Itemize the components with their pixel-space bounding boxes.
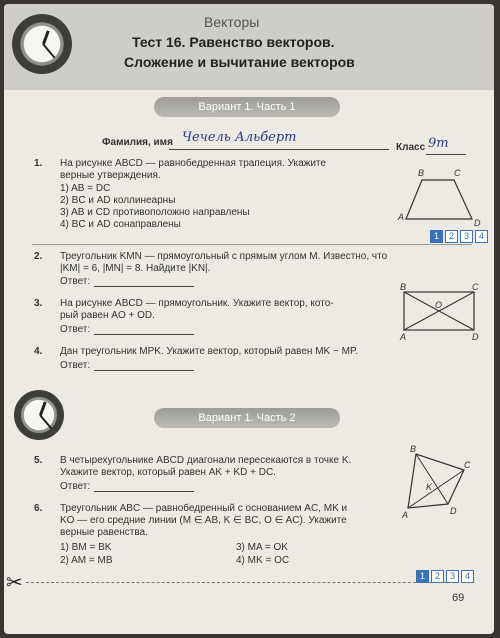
q1-text-line1: На рисунке ABCD — равнобедренная трапеция. Укажите bbox=[60, 158, 326, 169]
q6-option: 3) MA = OK bbox=[236, 542, 288, 553]
clock-icon bbox=[12, 14, 72, 74]
point-label: K bbox=[426, 482, 433, 492]
q2-number: 2. bbox=[34, 251, 43, 262]
point-label: B bbox=[410, 444, 417, 454]
q2-text-line2: |KM| = 6, |MN| = 8. Найдите |KN|. bbox=[60, 263, 211, 274]
point-label: A bbox=[398, 212, 405, 222]
q5-answer-label: Ответ: bbox=[60, 481, 91, 492]
q5-text-line2: Укажите вектор, который равен AK + KD + DC. bbox=[60, 467, 276, 478]
q3-number: 3. bbox=[34, 298, 43, 309]
q6-text-line1: Треугольник ABC — равнобедренный с основанием AC, MK и bbox=[60, 503, 348, 514]
q6-text-line2: KO — его средние линии (M ∈ AB, K ∈ BC, O ∈ AC). Укажите bbox=[60, 515, 347, 526]
q6-option: 4) MK = OC bbox=[236, 555, 290, 566]
quadrilateral-diagram bbox=[402, 444, 474, 520]
class-handwritten: 9т bbox=[428, 136, 449, 151]
q6-text-line3: верные равенства. bbox=[60, 527, 148, 538]
test-title: Тест 16. Равенство векторов. bbox=[132, 34, 335, 50]
scissors-icon: ✂ bbox=[6, 572, 23, 594]
q3-text-line1: На рисунке ABCD — прямоугольник. Укажите вектор, кото- bbox=[60, 298, 334, 309]
point-label: A bbox=[402, 510, 409, 520]
grade-box[interactable]: 1 bbox=[430, 230, 443, 243]
point-label: B bbox=[418, 168, 425, 178]
q4-answer-label: Ответ: bbox=[60, 360, 91, 371]
q3-answer-label: Ответ: bbox=[60, 324, 91, 335]
q4-text-line1: Дан треугольник MPK. Укажите вектор, который равен MK − MP. bbox=[60, 346, 359, 357]
grade-box[interactable]: 3 bbox=[460, 230, 473, 243]
part2-banner: Вариант 1. Часть 2 bbox=[154, 408, 340, 428]
grade-box[interactable]: 1 bbox=[416, 570, 429, 583]
point-label: C bbox=[464, 460, 471, 470]
clock-icon bbox=[14, 390, 64, 440]
q1-option: 2) BC и AD коллинеарны bbox=[60, 195, 176, 206]
point-label: A bbox=[400, 332, 407, 340]
worksheet-page bbox=[4, 4, 494, 634]
grade-box[interactable]: 3 bbox=[446, 570, 459, 583]
class-label: Класс bbox=[396, 142, 426, 153]
class-underline bbox=[426, 154, 466, 155]
q1-option: 3) AB и CD противоположно направлены bbox=[60, 207, 250, 218]
point-label: C bbox=[472, 282, 479, 292]
q2-answer-label: Ответ: bbox=[60, 276, 91, 287]
cut-line bbox=[26, 582, 446, 583]
q2-text-line1: Треугольник KMN — прямоугольный с прямым углом M. Известно, что bbox=[60, 251, 388, 262]
part1-banner: Вариант 1. Часть 1 bbox=[154, 97, 340, 117]
name-underline bbox=[169, 149, 389, 150]
q6-option: 2) AM = MB bbox=[60, 555, 113, 566]
rectangle-diagram bbox=[396, 280, 482, 340]
q1-text-line2: верные утверждения. bbox=[60, 170, 161, 181]
point-label: D bbox=[450, 506, 457, 516]
grade-box[interactable]: 2 bbox=[445, 230, 458, 243]
q6-number: 6. bbox=[34, 503, 43, 514]
separator bbox=[32, 244, 472, 245]
point-label: D bbox=[472, 332, 479, 340]
q6-option: 1) BM = BK bbox=[60, 542, 112, 553]
point-label: B bbox=[400, 282, 407, 292]
grade-box[interactable]: 2 bbox=[431, 570, 444, 583]
name-handwritten: Чечель Альберт bbox=[182, 130, 297, 145]
q5-answer-line[interactable] bbox=[94, 491, 194, 492]
point-label: D bbox=[474, 218, 481, 226]
q3-text-line2: рый равен AO + OD. bbox=[60, 310, 155, 321]
q1-option: 1) AB = DC bbox=[60, 183, 111, 194]
q4-number: 4. bbox=[34, 346, 43, 357]
point-label: O bbox=[435, 300, 443, 310]
subject-label: Векторы bbox=[204, 14, 260, 30]
grade-box[interactable]: 4 bbox=[475, 230, 488, 243]
page-number: 69 bbox=[452, 592, 465, 604]
q1-number: 1. bbox=[34, 158, 43, 169]
q3-answer-line[interactable] bbox=[94, 334, 194, 335]
grade-box[interactable]: 4 bbox=[461, 570, 474, 583]
q1-grade-boxes bbox=[430, 230, 488, 243]
name-label: Фамилия, имя bbox=[102, 137, 173, 148]
q2-answer-line[interactable] bbox=[94, 286, 194, 287]
test-subtitle: Сложение и вычитание векторов bbox=[124, 54, 355, 70]
point-label: C bbox=[454, 168, 461, 178]
trapezoid-diagram bbox=[394, 164, 484, 226]
q6-grade-boxes bbox=[416, 570, 474, 583]
q5-number: 5. bbox=[34, 455, 43, 466]
q1-option: 4) BC и AD сонаправлены bbox=[60, 219, 181, 230]
q5-text-line1: В четырехугольнике ABCD диагонали пересекаются в точке K. bbox=[60, 455, 352, 466]
q4-answer-line[interactable] bbox=[94, 370, 194, 371]
